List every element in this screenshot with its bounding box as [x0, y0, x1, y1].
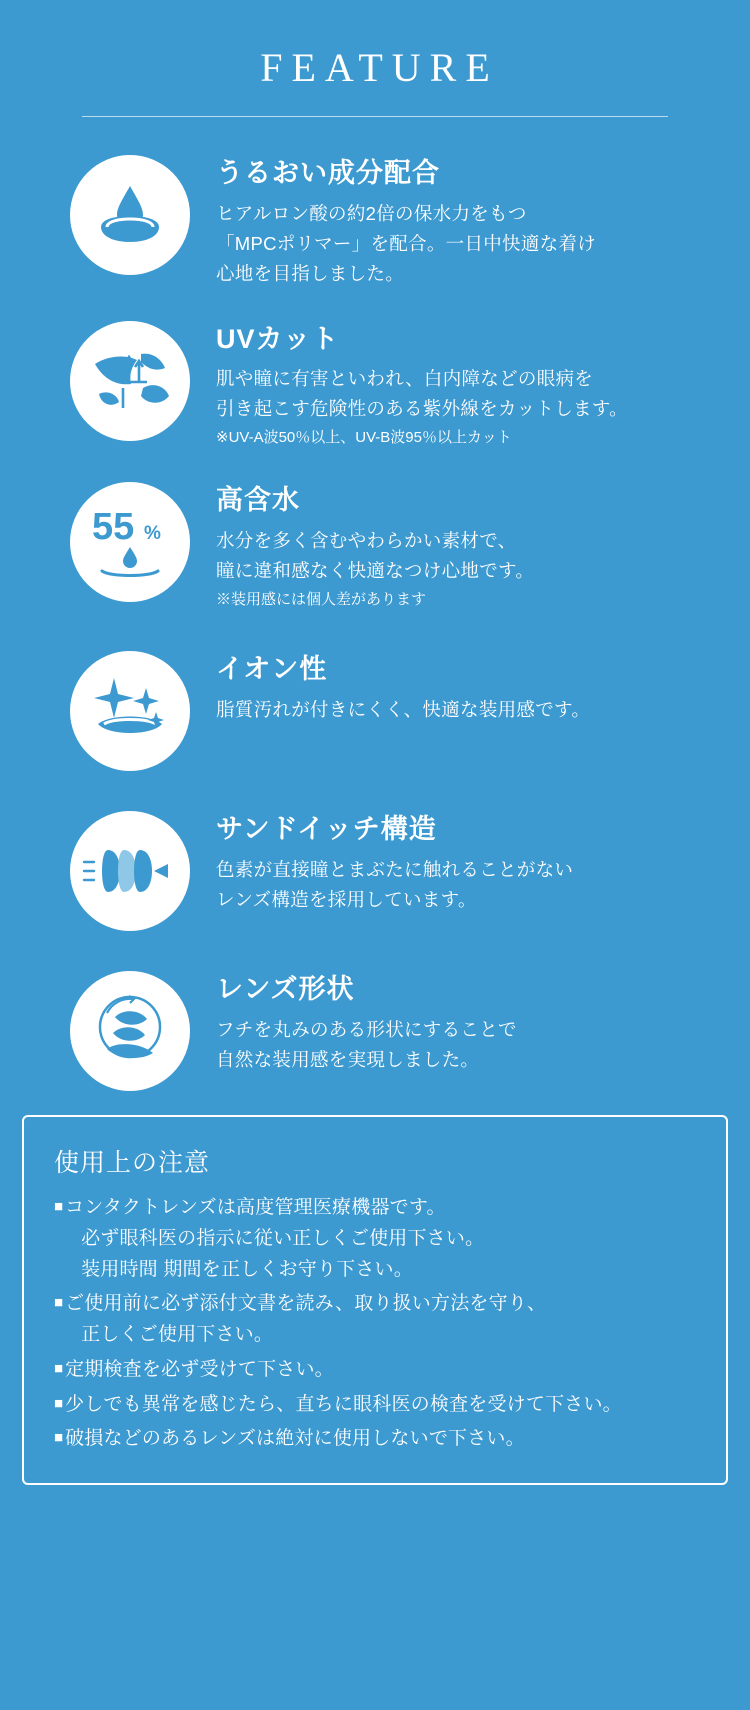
- feature-note: ※UV-A波50％以上、UV-B波95％以上カット: [216, 429, 512, 447]
- feature-body: [216, 641, 714, 725]
- feature-item: [0, 472, 750, 611]
- feature-body: [216, 472, 714, 611]
- feature-title: うるおい成分配合: [216, 158, 440, 188]
- notice-line: 装用時間 期間を正しくお守り下さい。: [81, 1258, 413, 1280]
- feature-title: UVカット: [216, 323, 340, 354]
- feature-description-line: フチを丸みのある形状にすることで: [216, 1018, 517, 1040]
- feature-body: [216, 311, 714, 450]
- feature-description-line: ヒアルロン酸の約2倍の保水力をもつ: [216, 202, 527, 224]
- uv-cut-sun-icon: [70, 321, 190, 441]
- feature-list: [0, 145, 750, 1091]
- feature-item: [0, 801, 750, 931]
- notice-line: 正しくご使用下さい。: [81, 1324, 274, 1346]
- feature-description: [216, 364, 714, 424]
- feature-title: 高含水: [216, 484, 300, 515]
- notice-marker-icon: ■: [54, 1394, 64, 1412]
- notice-item: [54, 1390, 696, 1421]
- feature-description-line: 心地を目指しました。: [216, 262, 405, 284]
- notice-item: [54, 1424, 696, 1455]
- notice-marker-icon: ■: [54, 1359, 64, 1377]
- notice-line: 必ず眼科医の指示に従い正しくご使用下さい。: [81, 1227, 485, 1249]
- water-drop-lens-icon: [70, 155, 190, 275]
- feature-body: [216, 801, 714, 915]
- notice-item-lines: [65, 1193, 696, 1285]
- notice-marker-icon: ■: [54, 1198, 64, 1216]
- notice-item: [54, 1289, 696, 1351]
- notice-line: 破損などのあるレンズは絶対に使用しないで下さい。: [65, 1428, 525, 1450]
- notice-item: [54, 1355, 696, 1386]
- notice-line: ご使用前に必ず添付文書を読み、取り扱い方法を守り、: [65, 1293, 547, 1315]
- page-title: FEATURE: [260, 45, 499, 90]
- feature-item: [0, 311, 750, 450]
- notice-marker-icon: ■: [54, 1429, 64, 1447]
- feature-description-line: レンズ構造を採用しています。: [216, 888, 477, 910]
- usage-notice-title: 使用上の注意: [54, 1149, 211, 1178]
- feature-description: [216, 199, 714, 289]
- feature-description-line: 肌や瞳に有害といわれ、白内障などの眼病を: [216, 368, 594, 390]
- notice-line: 定期検査を必ず受けて下さい。: [65, 1358, 334, 1380]
- feature-item: [0, 641, 750, 771]
- feature-item: [0, 145, 750, 289]
- feature-description-line: 引き起こす危険性のある紫外線をカットします。: [216, 398, 628, 420]
- notice-marker-icon: ■: [54, 1294, 64, 1312]
- feature-item: [0, 961, 750, 1091]
- feature-description-line: 瞳に違和感なく快適なつけ心地です。: [216, 559, 535, 581]
- svg-text:%: %: [144, 522, 161, 544]
- feature-title: イオン性: [216, 654, 328, 685]
- feature-title: レンズ形状: [216, 974, 355, 1005]
- notice-line: 少しでも異常を感じたら、直ちに眼科医の検査を受けて下さい。: [65, 1393, 622, 1415]
- feature-description: [216, 695, 714, 725]
- ionic-sparkle-lens-icon: [70, 651, 190, 771]
- feature-description-line: 水分を多く含むやわらかい素材で、: [216, 529, 517, 551]
- svg-text:55: 55: [92, 505, 135, 548]
- page-header: [0, 0, 750, 117]
- feature-body: [216, 961, 714, 1075]
- feature-description: [216, 526, 714, 586]
- sandwich-structure-icon: [70, 811, 190, 931]
- header-divider: [82, 116, 668, 117]
- water-content-55-icon: [70, 482, 190, 602]
- feature-description-line: 自然な装用感を実現しました。: [216, 1048, 480, 1070]
- feature-note: ※装用感には個人差があります: [216, 590, 427, 608]
- feature-description-line: 色素が直接瞳とまぶたに触れることがない: [216, 858, 574, 880]
- notice-item-lines: [65, 1355, 696, 1386]
- notice-item-lines: [65, 1289, 696, 1351]
- notice-line: コンタクトレンズは高度管理医療機器です。: [65, 1197, 446, 1219]
- notice-item-lines: [65, 1424, 696, 1455]
- notice-item-lines: [65, 1390, 696, 1421]
- feature-description-line: 脂質汚れが付きにくく、快適な装用感です。: [216, 698, 591, 720]
- usage-notice-box: [22, 1115, 728, 1485]
- lens-shape-icon: [70, 971, 190, 1091]
- feature-title: サンドイッチ構造: [216, 814, 437, 845]
- feature-description-line: 「MPCポリマー」を配合。一日中快適な着け: [216, 232, 597, 254]
- feature-body: [216, 145, 714, 289]
- feature-description: [216, 855, 714, 915]
- feature-description: [216, 1015, 714, 1075]
- notice-item: [54, 1193, 696, 1285]
